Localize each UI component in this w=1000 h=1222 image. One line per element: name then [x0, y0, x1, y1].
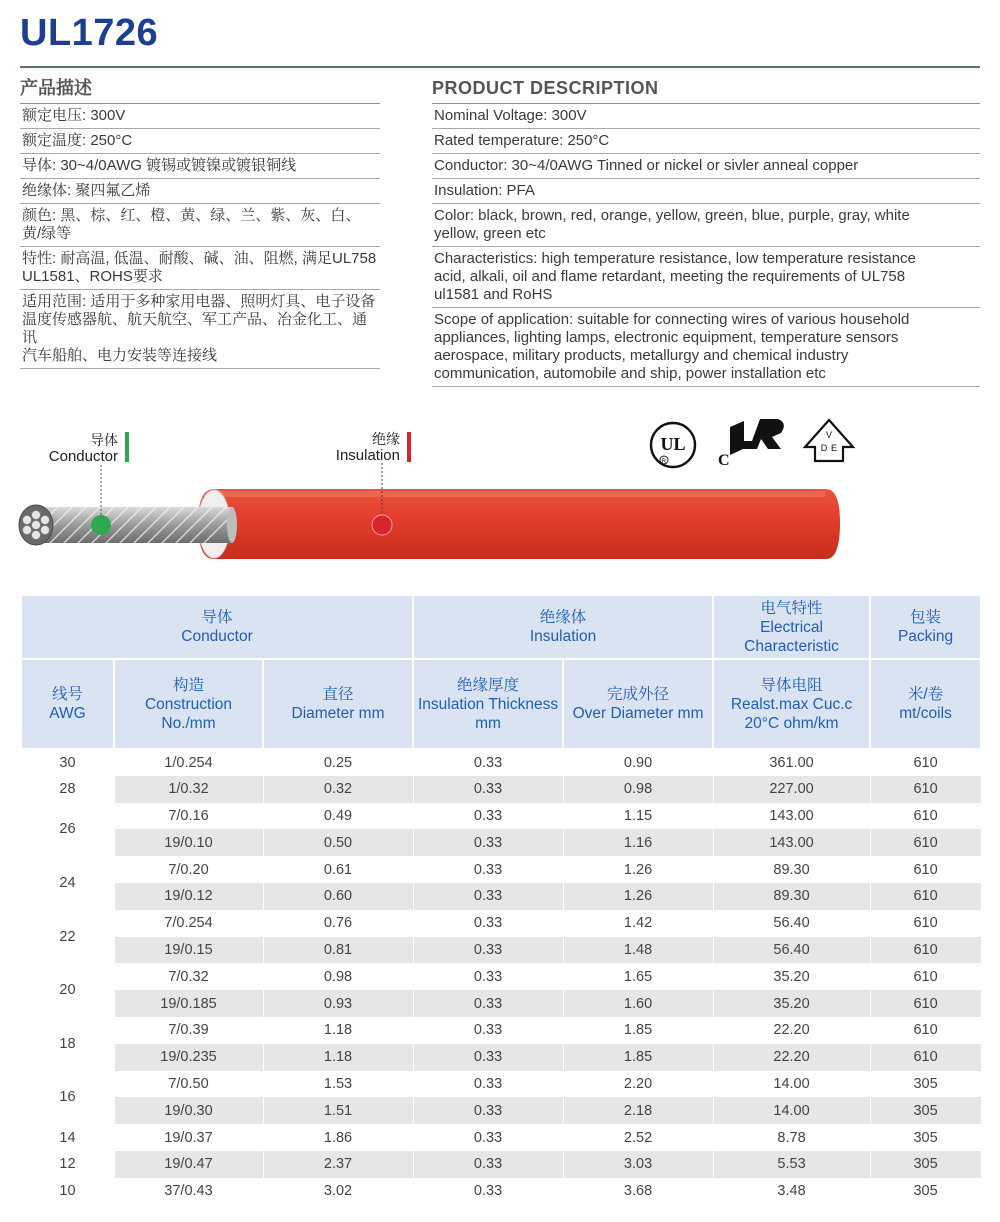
- table-cell: 1.85: [563, 1044, 713, 1071]
- table-cell: 0.33: [413, 883, 563, 910]
- table-cell: 19/0.235: [114, 1044, 263, 1071]
- col-header-cn: 绝缘厚度: [457, 676, 520, 694]
- table-cell: 35.20: [713, 963, 870, 990]
- table-cell: 0.33: [413, 1017, 563, 1044]
- table-row: [21, 1151, 981, 1178]
- table-cell: 1.53: [263, 1071, 413, 1098]
- description-line: 颜色: 黑、棕、红、橙、黄、绿、兰、紫、灰、白、黄/绿等: [22, 207, 361, 242]
- description-row: [20, 129, 380, 154]
- description-line: Color: black, brown, red, orange, yellow, green, blue, purple, gray, white: [434, 207, 910, 224]
- vde-letter-d: D: [820, 443, 828, 453]
- col-header-construction: [114, 659, 263, 749]
- table-cell: 3.68: [563, 1178, 713, 1205]
- description-cn: [20, 72, 380, 369]
- table-cell: 0.33: [413, 910, 563, 937]
- awg-cell: 12: [21, 1151, 114, 1178]
- description-line: 特性: 耐高温, 低温、耐酸、碱、油、阻燃, 满足UL758: [22, 250, 377, 267]
- table-row: [21, 1097, 981, 1124]
- vde-logo: [805, 420, 853, 461]
- table-cell: 0.33: [413, 990, 563, 1017]
- col-header-en: Insulation Thickness mm: [417, 695, 559, 732]
- table-cell: 1.26: [563, 856, 713, 883]
- table-cell: 0.33: [413, 1151, 563, 1178]
- table-cell: 610: [870, 883, 981, 910]
- description-line: Characteristics: high temperature resistance, low temperature resistance: [434, 250, 916, 267]
- awg-cell: 26: [21, 803, 114, 857]
- table-cell: 227.00: [713, 776, 870, 803]
- description-en-list: [432, 104, 980, 387]
- col-header-en: Diameter mm: [291, 705, 385, 722]
- awg-cell: 24: [21, 856, 114, 910]
- table-cell: 7/0.16: [114, 803, 263, 830]
- group-header-en: Insulation: [529, 628, 597, 645]
- spec-table: [20, 594, 982, 1205]
- description-row: [20, 104, 380, 129]
- col-header-en: Construction No./mm: [144, 695, 232, 732]
- table-cell: 89.30: [713, 883, 870, 910]
- ul-registered-mark: R: [661, 459, 667, 465]
- table-cell: 610: [870, 776, 981, 803]
- table-row: [21, 963, 981, 990]
- table-cell: 0.33: [413, 829, 563, 856]
- table-cell: 19/0.10: [114, 829, 263, 856]
- group-header-cn: 电气特性: [760, 599, 823, 617]
- table-cell: 8.78: [713, 1124, 870, 1151]
- table-cell: 1.48: [563, 937, 713, 964]
- page-title: UL1726: [20, 12, 159, 54]
- table-cell: 0.81: [263, 937, 413, 964]
- col-header-en: mt/coils: [899, 705, 952, 722]
- col-header-resistance: [713, 659, 870, 749]
- column-header-row: [21, 659, 981, 749]
- col-header-over-diameter: [563, 659, 713, 749]
- description-row: [432, 104, 980, 129]
- table-cell: 19/0.15: [114, 937, 263, 964]
- description-line: Rated temperature: 250°C: [434, 132, 610, 149]
- description-line: 汽车船舶、电力安装等连接线: [22, 347, 218, 364]
- description-row: [432, 129, 980, 154]
- table-cell: 0.33: [413, 749, 563, 776]
- description-cn-list: [20, 104, 380, 369]
- table-cell: 0.60: [263, 883, 413, 910]
- table-row: [21, 803, 981, 830]
- description-line: acid, alkali, oil and flame retardant, meeting the requirements of UL758: [434, 268, 906, 285]
- table-cell: 143.00: [713, 829, 870, 856]
- description-row: [20, 154, 380, 179]
- awg-cell: 14: [21, 1124, 114, 1151]
- table-cell: 361.00: [713, 749, 870, 776]
- table-cell: 14.00: [713, 1097, 870, 1124]
- table-cell: 0.61: [263, 856, 413, 883]
- table-cell: 0.33: [413, 1178, 563, 1205]
- table-cell: 0.76: [263, 910, 413, 937]
- table-cell: 0.90: [563, 749, 713, 776]
- table-cell: 610: [870, 937, 981, 964]
- cur-recognized-logo: [718, 419, 784, 469]
- table-cell: 0.33: [413, 963, 563, 990]
- conductor-marker: [91, 515, 111, 535]
- table-cell: 610: [870, 1044, 981, 1071]
- table-cell: 0.33: [413, 1071, 563, 1098]
- col-header-awg: [21, 659, 114, 749]
- table-row: [21, 856, 981, 883]
- col-header-packing: [870, 659, 981, 749]
- description-line: 导体: 30~4/0AWG 镀锡或镀镍或镀银铜线: [22, 157, 297, 174]
- table-row: [21, 1017, 981, 1044]
- description-en-heading: PRODUCT DESCRIPTION: [432, 72, 980, 104]
- description-line: 绝缘体: 聚四氟乙烯: [22, 182, 151, 199]
- col-header-cn: 米/卷: [907, 686, 944, 703]
- awg-cell: 28: [21, 776, 114, 803]
- table-cell: 22.20: [713, 1017, 870, 1044]
- table-cell: 1.85: [563, 1017, 713, 1044]
- table-row: [21, 910, 981, 937]
- table-cell: 7/0.32: [114, 963, 263, 990]
- description-line: 额定温度: 250°C: [22, 132, 133, 149]
- table-cell: 56.40: [713, 910, 870, 937]
- table-cell: 2.52: [563, 1124, 713, 1151]
- description-en: [432, 72, 980, 387]
- table-row: [21, 749, 981, 776]
- awg-cell: 20: [21, 963, 114, 1017]
- table-cell: 1.16: [563, 829, 713, 856]
- description-row: [432, 154, 980, 179]
- table-row: [21, 990, 981, 1017]
- table-row: [21, 1178, 981, 1205]
- insulation-label-bar: [407, 432, 411, 462]
- description-row: [432, 179, 980, 204]
- table-cell: 1.26: [563, 883, 713, 910]
- description-line: ul1581 and RoHS: [434, 286, 553, 303]
- table-cell: 305: [870, 1178, 981, 1205]
- description-line: Insulation: PFA: [434, 182, 535, 199]
- description-row: [20, 247, 380, 290]
- insulation-jacket: [198, 489, 840, 559]
- spec-table-body: [21, 749, 981, 1205]
- table-cell: 0.33: [413, 937, 563, 964]
- group-header-conductor: [21, 595, 413, 659]
- ul-mark-text: UL: [660, 434, 686, 454]
- awg-cell: 22: [21, 910, 114, 964]
- table-cell: 610: [870, 963, 981, 990]
- table-cell: 610: [870, 1017, 981, 1044]
- table-cell: 0.25: [263, 749, 413, 776]
- group-header-packing: [870, 595, 981, 659]
- table-cell: 2.20: [563, 1071, 713, 1098]
- title-divider: [20, 66, 980, 68]
- col-header-en: Over Diameter mm: [572, 705, 704, 722]
- description-line: appliances, lighting lamps, electronic equipment, temperature sensors: [434, 329, 899, 346]
- description-row: [20, 204, 380, 247]
- table-cell: 1.51: [263, 1097, 413, 1124]
- table-cell: 0.33: [413, 1097, 563, 1124]
- group-header-en: Conductor: [181, 628, 253, 645]
- description-line: 温度传感器航、航天航空、军工产品、冶金化工、通讯: [22, 311, 368, 346]
- group-header-en: Packing: [897, 628, 954, 645]
- table-cell: 1/0.254: [114, 749, 263, 776]
- table-cell: 22.20: [713, 1044, 870, 1071]
- spec-table-head: [21, 595, 981, 749]
- col-header-en: Realst.max Cuc.c 20°C ohm/km: [730, 695, 853, 732]
- conductor-strands: [19, 505, 242, 545]
- table-row: [21, 1124, 981, 1151]
- table-cell: 37/0.43: [114, 1178, 263, 1205]
- description-line: Conductor: 30~4/0AWG Tinned or nickel or sivler anneal copper: [434, 157, 859, 174]
- table-cell: 1.15: [563, 803, 713, 830]
- table-cell: 305: [870, 1124, 981, 1151]
- table-row: [21, 1044, 981, 1071]
- table-cell: 610: [870, 803, 981, 830]
- description-cn-heading: 产品描述: [20, 72, 380, 104]
- table-cell: 3.48: [713, 1178, 870, 1205]
- group-header-insulation: [413, 595, 713, 659]
- table-cell: 0.33: [413, 1124, 563, 1151]
- description-row: [432, 308, 980, 387]
- table-cell: 3.03: [563, 1151, 713, 1178]
- awg-cell: 10: [21, 1178, 114, 1205]
- conductor-label-en: Conductor: [48, 448, 118, 465]
- description-line: Scope of application: suitable for connecting wires of various household: [434, 311, 910, 328]
- table-row: [21, 1071, 981, 1098]
- insulation-marker: [372, 515, 392, 535]
- table-cell: 19/0.185: [114, 990, 263, 1017]
- table-cell: 610: [870, 856, 981, 883]
- table-row: [21, 883, 981, 910]
- vde-letter-v: V: [825, 430, 833, 440]
- col-header-cn: 完成外径: [607, 686, 670, 703]
- cable-illustration: [0, 405, 1000, 585]
- table-cell: 35.20: [713, 990, 870, 1017]
- description-line: UL1581、ROHS要求: [22, 268, 163, 285]
- group-header-en: Electrical Characteristic: [744, 618, 839, 655]
- table-cell: 305: [870, 1071, 981, 1098]
- group-header-cn: 包装: [910, 609, 942, 626]
- cur-c-letter: C: [718, 452, 730, 469]
- table-cell: 7/0.254: [114, 910, 263, 937]
- description-line: yellow, green etc: [434, 225, 546, 242]
- col-header-cn: 导体电阻: [760, 676, 823, 694]
- table-cell: 2.18: [563, 1097, 713, 1124]
- table-cell: 0.33: [413, 776, 563, 803]
- table-cell: 610: [870, 749, 981, 776]
- description-line: 适用范围: 适用于多种家用电器、照明灯具、电子设备: [22, 293, 376, 310]
- table-cell: 1.65: [563, 963, 713, 990]
- table-cell: 305: [870, 1097, 981, 1124]
- description-line: Nominal Voltage: 300V: [434, 107, 587, 124]
- awg-cell: 16: [21, 1071, 114, 1125]
- table-cell: 0.98: [563, 776, 713, 803]
- table-cell: 0.98: [263, 963, 413, 990]
- group-header-row: [21, 595, 981, 659]
- table-row: [21, 937, 981, 964]
- table-cell: 1.86: [263, 1124, 413, 1151]
- ul-listed-logo: [651, 423, 695, 467]
- table-cell: 7/0.20: [114, 856, 263, 883]
- table-cell: 1/0.32: [114, 776, 263, 803]
- table-cell: 19/0.30: [114, 1097, 263, 1124]
- table-cell: 1.42: [563, 910, 713, 937]
- table-cell: 5.53: [713, 1151, 870, 1178]
- table-cell: 3.02: [263, 1178, 413, 1205]
- table-cell: 0.33: [413, 856, 563, 883]
- table-row: [21, 776, 981, 803]
- table-cell: 1.60: [563, 990, 713, 1017]
- table-cell: 56.40: [713, 937, 870, 964]
- table-cell: 0.32: [263, 776, 413, 803]
- cable-diagram: [0, 405, 1000, 585]
- vde-letter-e: E: [830, 443, 838, 453]
- table-cell: 19/0.12: [114, 883, 263, 910]
- col-header-diameter: [263, 659, 413, 749]
- description-row: [432, 204, 980, 247]
- table-cell: 610: [870, 990, 981, 1017]
- col-header-cn: 构造: [172, 676, 204, 694]
- table-cell: 143.00: [713, 803, 870, 830]
- col-header-insulation-thickness: [413, 659, 563, 749]
- col-header-cn: 线号: [51, 686, 83, 703]
- group-header-electrical: [713, 595, 870, 659]
- table-cell: 0.93: [263, 990, 413, 1017]
- table-cell: 89.30: [713, 856, 870, 883]
- table-cell: 0.33: [413, 803, 563, 830]
- table-cell: 14.00: [713, 1071, 870, 1098]
- table-cell: 1.18: [263, 1044, 413, 1071]
- group-header-cn: 导体: [201, 609, 233, 626]
- table-cell: 19/0.47: [114, 1151, 263, 1178]
- group-header-cn: 绝缘体: [539, 609, 587, 626]
- table-cell: 305: [870, 1151, 981, 1178]
- col-header-cn: 直径: [322, 686, 354, 703]
- table-cell: 0.50: [263, 829, 413, 856]
- conductor-label-cn: 导体: [90, 433, 118, 449]
- description-row: [20, 290, 380, 369]
- description-line: communication, automobile and ship, power installation etc: [434, 365, 826, 382]
- table-cell: 610: [870, 829, 981, 856]
- insulation-label-en: Insulation: [335, 447, 400, 464]
- table-cell: 7/0.50: [114, 1071, 263, 1098]
- table-cell: 0.33: [413, 1044, 563, 1071]
- table-cell: 7/0.39: [114, 1017, 263, 1044]
- insulation-label-cn: 绝缘: [372, 432, 400, 448]
- awg-cell: 30: [21, 749, 114, 776]
- table-cell: 610: [870, 910, 981, 937]
- description-row: [20, 179, 380, 204]
- col-header-en: AWG: [49, 705, 86, 722]
- conductor-label-bar: [125, 432, 129, 462]
- description-row: [432, 247, 980, 308]
- awg-cell: 18: [21, 1017, 114, 1071]
- table-cell: 19/0.37: [114, 1124, 263, 1151]
- description-line: 额定电压: 300V: [22, 107, 126, 124]
- table-cell: 2.37: [263, 1151, 413, 1178]
- table-row: [21, 829, 981, 856]
- table-cell: 1.18: [263, 1017, 413, 1044]
- description-line: aerospace, military products, metallurgy and chemical industry: [434, 347, 849, 364]
- table-cell: 0.49: [263, 803, 413, 830]
